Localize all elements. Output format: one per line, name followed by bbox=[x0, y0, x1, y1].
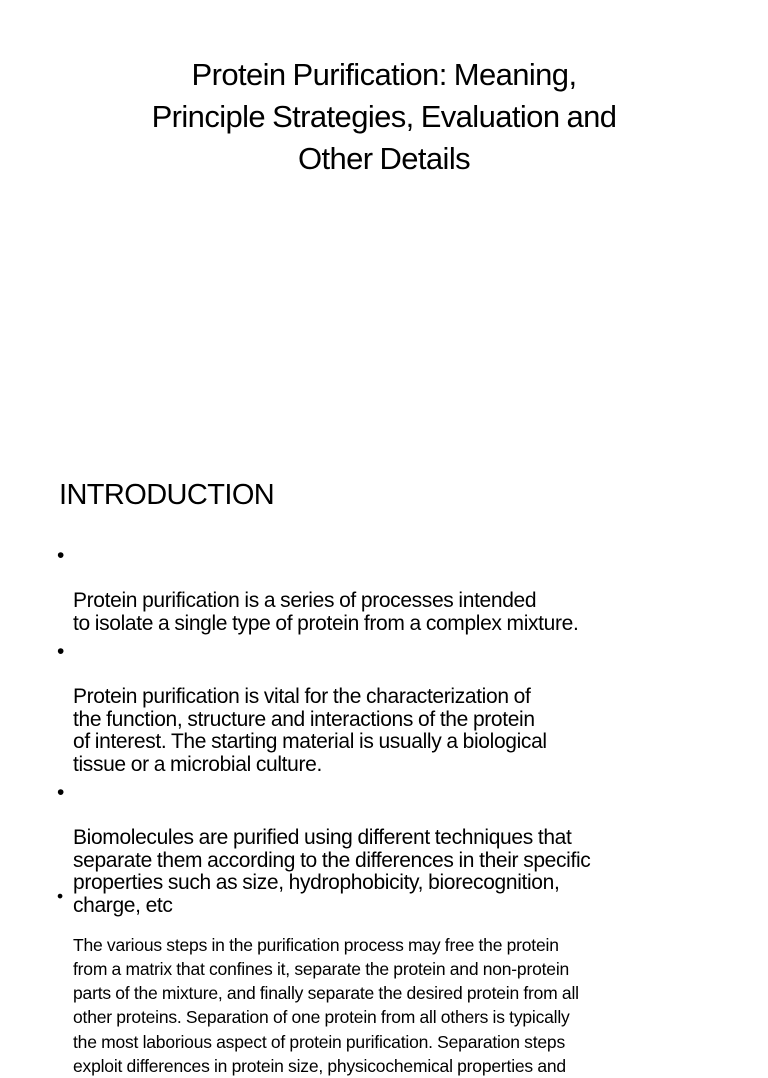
list-item bbox=[57, 641, 717, 776]
list-item bbox=[57, 545, 717, 635]
section-heading: INTRODUCTION bbox=[59, 479, 275, 511]
bullet-icon: • bbox=[57, 886, 63, 906]
bullet-text: Biomolecules are purified using different techniques that separate them according to the differences in their specific properties such as size, hydrophobicity, biorecognition, charge, etc bbox=[73, 826, 591, 917]
continuation-slide bbox=[0, 850, 768, 1077]
bullet-icon: • bbox=[57, 544, 65, 567]
bullet-text: Protein purification is vital for the characterization of the function, structure and interactions of the protein of interest. The starting material is usually a biological tissue or a microbial culture. bbox=[73, 685, 547, 776]
title-slide bbox=[0, 0, 768, 440]
bullet-list bbox=[57, 884, 717, 1078]
bullet-icon: • bbox=[57, 640, 65, 663]
bullet-icon: • bbox=[57, 781, 65, 804]
introduction-slide bbox=[0, 440, 768, 917]
bullet-text: Protein purification is a series of processes intended to isolate a single type of protein from a complex mixture. bbox=[73, 589, 579, 635]
list-item bbox=[57, 884, 717, 1078]
page-title: Protein Purification: Meaning, Principle Strategies, Evaluation and Other Details bbox=[151, 57, 617, 176]
bullet-text: The various steps in the purification process may free the protein from a matrix that confines it, separate the protein and non-protein parts of the mixture, and finally separate the desired protein from all other proteins. Separation of one protein from all others is typically the most laborious aspect of protein purification. Separation steps exploit differences in protein size, physicochemical properties and bbox=[73, 934, 579, 1077]
